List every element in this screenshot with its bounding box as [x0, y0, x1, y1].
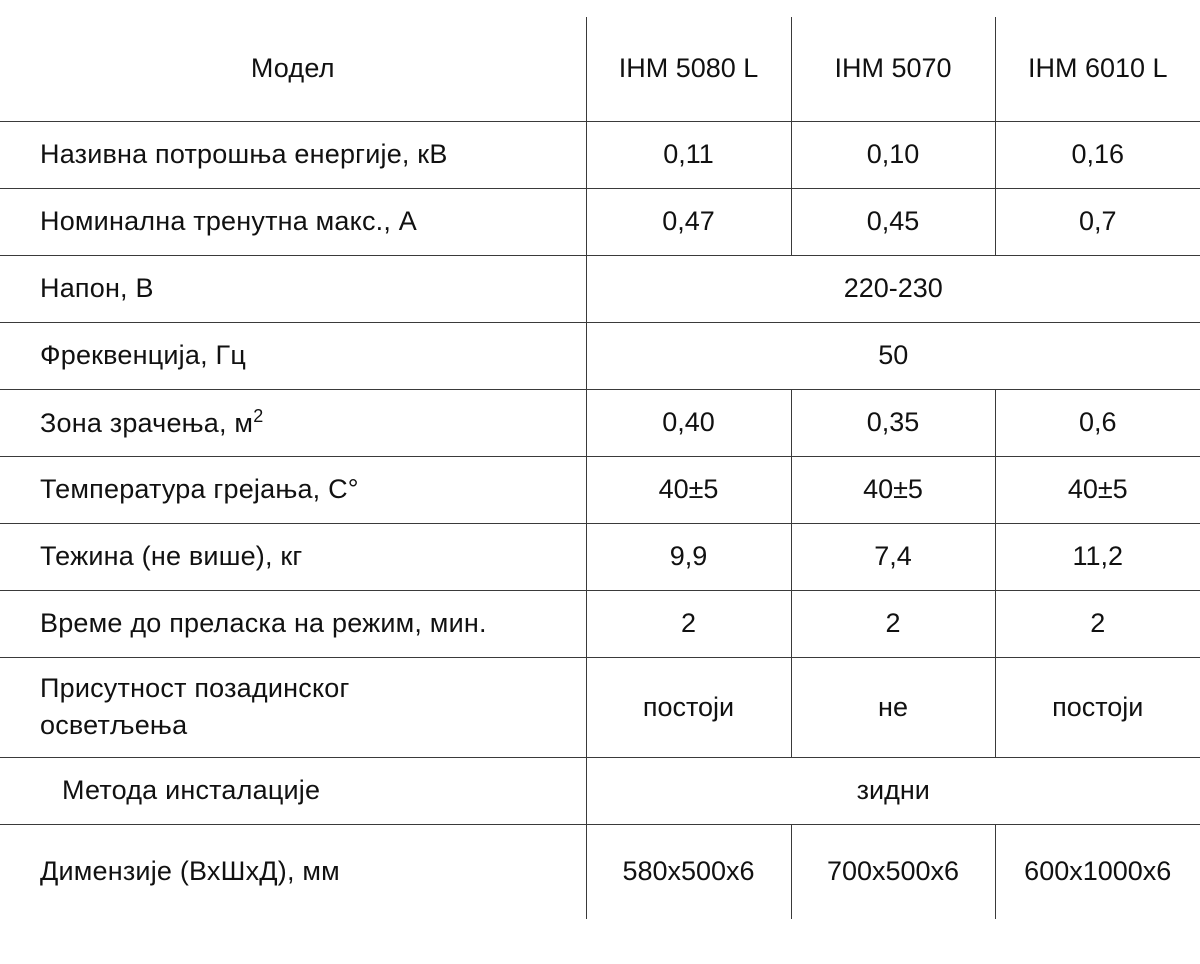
- row-label: Номинална тренутна макс., А: [0, 188, 586, 255]
- cell-value: 2: [995, 590, 1200, 657]
- table-row-installation-method: [0, 757, 1200, 824]
- cell-value: постоји: [995, 657, 1200, 757]
- cell-value: 0,11: [586, 121, 791, 188]
- cell-value: 2: [586, 590, 791, 657]
- model-header-label: Модел: [0, 17, 586, 121]
- table-row-heating-temperature: [0, 456, 1200, 523]
- row-label-line-2: осветљења: [40, 710, 188, 740]
- table-row-power-consumption: [0, 121, 1200, 188]
- model-name-ihm-5070: IHM 5070: [791, 17, 995, 121]
- table-row-radiation-zone: [0, 389, 1200, 456]
- cell-value-merged: зидни: [586, 757, 1200, 824]
- cell-value: 40±5: [791, 456, 995, 523]
- row-label: Температура грејања, С°: [0, 456, 586, 523]
- cell-value: 2: [791, 590, 995, 657]
- row-label-superscript: 2: [253, 406, 264, 426]
- cell-value: 40±5: [995, 456, 1200, 523]
- table-row-frequency: [0, 322, 1200, 389]
- row-label-text: Зона зрачења, м: [40, 408, 254, 438]
- row-label-line-1: Присутност позадинског: [40, 673, 350, 703]
- row-label: Фреквенција, Гц: [0, 322, 586, 389]
- table-row-voltage: [0, 255, 1200, 322]
- cell-value: 0,35: [791, 389, 995, 456]
- cell-value: 0,7: [995, 188, 1200, 255]
- cell-value: 40±5: [586, 456, 791, 523]
- specifications-table: [0, 17, 1200, 919]
- row-label: [0, 389, 586, 456]
- cell-value: 0,40: [586, 389, 791, 456]
- cell-value-merged: 220-230: [586, 255, 1200, 322]
- row-label: Време до преласка на режим, мин.: [0, 590, 586, 657]
- row-label: Називна потрошња енергије, кВ: [0, 121, 586, 188]
- row-label: [0, 657, 586, 757]
- cell-value: не: [791, 657, 995, 757]
- cell-value: 11,2: [995, 523, 1200, 590]
- header-row: [0, 17, 1200, 121]
- row-label: Тежина (не више), кг: [0, 523, 586, 590]
- table-row-warmup-time: [0, 590, 1200, 657]
- cell-value-merged: 50: [586, 322, 1200, 389]
- cell-value: 0,10: [791, 121, 995, 188]
- cell-value: 0,16: [995, 121, 1200, 188]
- cell-value: 580х500х6: [586, 824, 791, 919]
- cell-value: 700х500х6: [791, 824, 995, 919]
- table-row-max-current: [0, 188, 1200, 255]
- model-name-ihm-5080-l: IHM 5080 L: [586, 17, 791, 121]
- cell-value: 0,47: [586, 188, 791, 255]
- cell-value: 7,4: [791, 523, 995, 590]
- table-row-backlight: [0, 657, 1200, 757]
- cell-value: постоји: [586, 657, 791, 757]
- table-row-dimensions: [0, 824, 1200, 919]
- table-row-weight: [0, 523, 1200, 590]
- model-name-ihm-6010-l: IHM 6010 L: [995, 17, 1200, 121]
- row-label: Метода инсталације: [0, 757, 586, 824]
- cell-value: 9,9: [586, 523, 791, 590]
- cell-value: 0,6: [995, 389, 1200, 456]
- cell-value: 600х1000х6: [995, 824, 1200, 919]
- row-label: Напон, В: [0, 255, 586, 322]
- row-label: Димензије (ВхШхД), мм: [0, 824, 586, 919]
- cell-value: 0,45: [791, 188, 995, 255]
